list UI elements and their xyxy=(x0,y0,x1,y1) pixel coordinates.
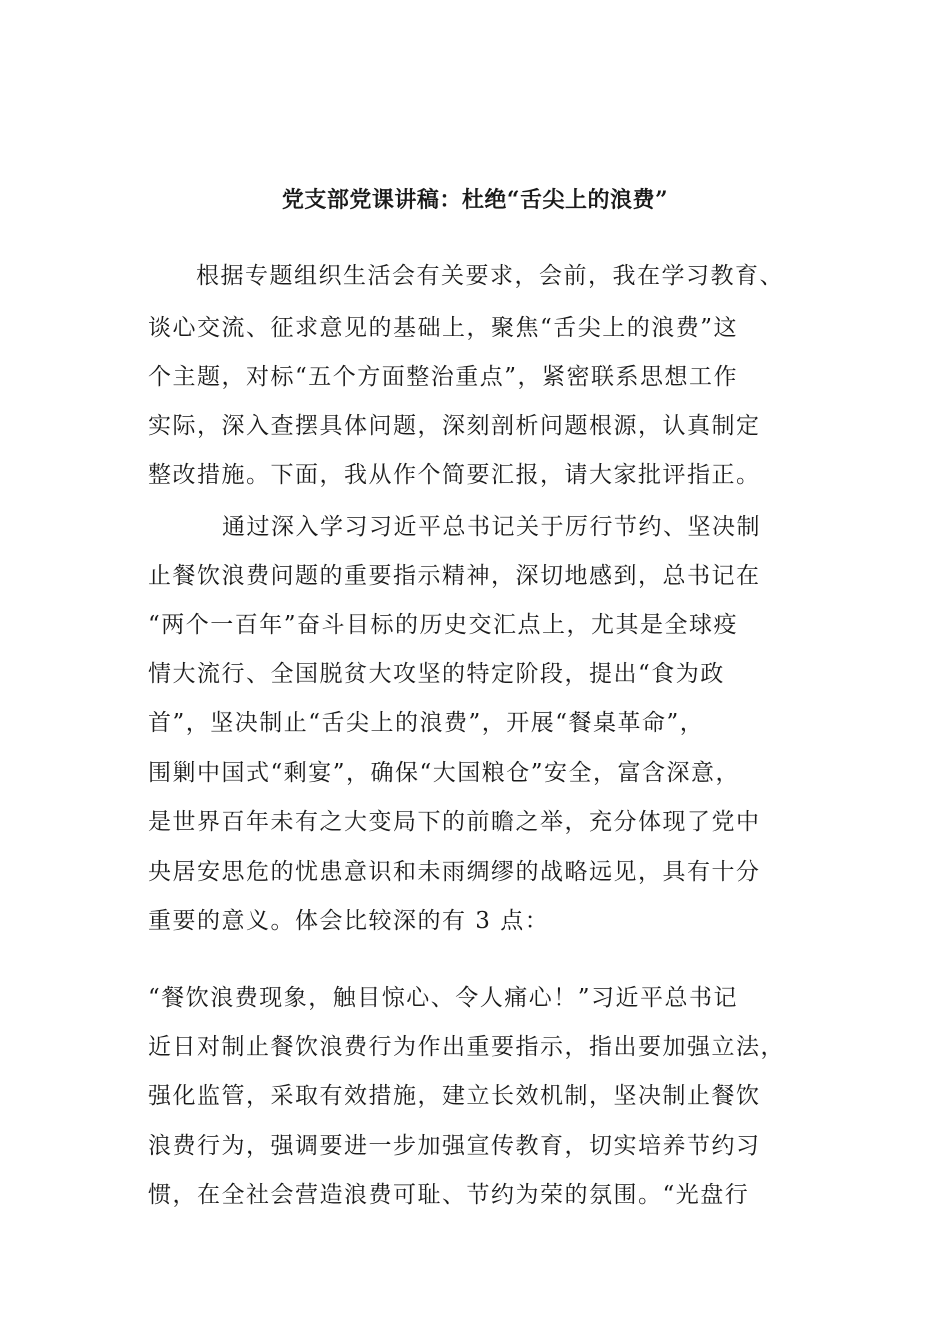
paragraph-2-line-6: 围剿中国式“剩宴”，确保“大国粮仓”安全，富含深意， xyxy=(148,760,741,786)
paragraph-3-line-2: 近日对制止餐饮浪费行为作出重要指示，指出要加强立法， xyxy=(148,1034,785,1060)
paragraph-2-line-5: 首”，坚决制止“舌尖上的浪费”，开展“餐桌革命”， xyxy=(148,710,705,736)
paragraph-3-line-3: 强化监管，采取有效措施，建立长效机制，坚决制止餐饮 xyxy=(148,1083,761,1109)
paragraph-2-line-3: “两个一百年”奋斗目标的历史交汇点上，尤其是全球疫 xyxy=(148,612,739,638)
paragraph-1-line-2: 谈心交流、征求意见的基础上，聚焦“舌尖上的浪费”这 xyxy=(148,315,739,341)
paragraph-3-line-1: “餐饮浪费现象，触目惊心、令人痛心！”习近平总书记 xyxy=(148,985,739,1011)
paragraph-2-line-7: 是世界百年未有之大变局下的前瞻之举，充分体现了党中 xyxy=(148,809,761,835)
paragraph-2-line-1: 通过深入学习习近平总书记关于厉行节约、坚决制 xyxy=(222,514,761,540)
paragraph-2-line-8: 央居安思危的忧患意识和未雨绸缪的战略远见，具有十分 xyxy=(148,859,761,885)
document-title: 党支部党课讲稿：杜绝“舌尖上的浪费” xyxy=(281,187,669,213)
paragraph-2-line-9: 重要的意义。体会比较深的有 3 点： xyxy=(148,908,550,934)
paragraph-1-line-5: 整改措施。下面，我从作个简要汇报，请大家批评指正。 xyxy=(148,462,761,488)
paragraph-1-line-4: 实际，深入查摆具体问题，深刻剖析问题根源，认真制定 xyxy=(148,413,761,439)
paragraph-2-line-4: 情大流行、全国脱贫大攻坚的特定阶段，提出“食为政 xyxy=(148,661,725,687)
paragraph-3-line-5: 惯，在全社会营造浪费可耻、节约为荣的氛围。“光盘行 xyxy=(148,1182,750,1208)
paragraph-1-line-3: 个主题，对标“五个方面整治重点”，紧密联系思想工作 xyxy=(148,364,739,390)
paragraph-1-line-1: 根据专题组织生活会有关要求，会前，我在学习教育、 xyxy=(196,263,784,289)
paragraph-2-line-2: 止餐饮浪费问题的重要指示精神，深切地感到，总书记在 xyxy=(148,563,761,589)
paragraph-3-line-4: 浪费行为，强调要进一步加强宣传教育，切实培养节约习 xyxy=(148,1133,761,1159)
